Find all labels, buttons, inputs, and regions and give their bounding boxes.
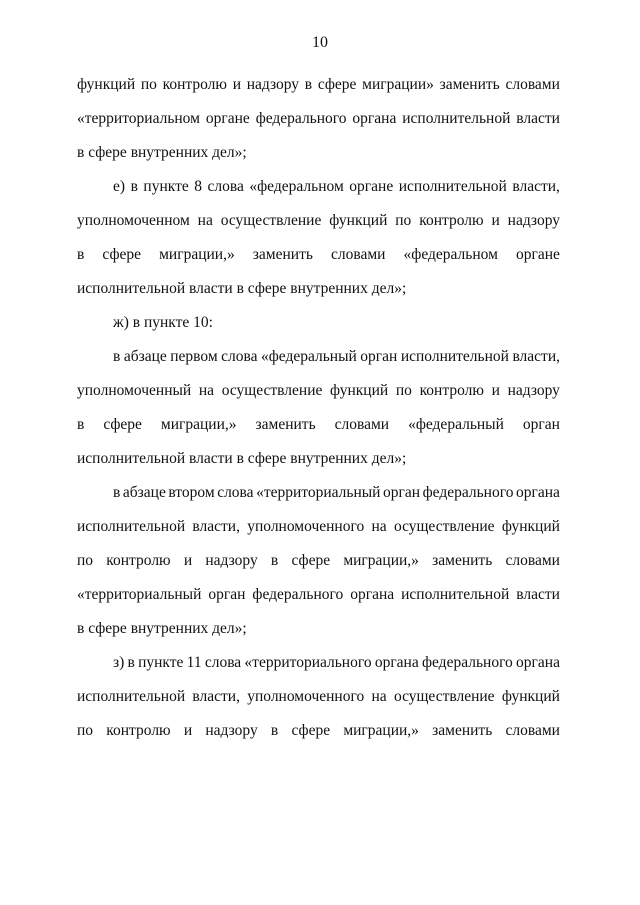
word: на [371, 518, 387, 535]
word: заменить [439, 76, 500, 93]
word: власти, [192, 518, 240, 535]
word: сфере [102, 246, 142, 263]
word: и [232, 76, 241, 93]
word: и [183, 552, 193, 569]
word: органа [516, 654, 560, 671]
word: надзору [205, 552, 258, 569]
word: на [371, 688, 387, 705]
text-line: исполнительной власти в сфере внутренних дел»; [77, 450, 407, 467]
word: сфере [317, 76, 357, 93]
word: надзору [205, 722, 258, 739]
word: органе [516, 246, 560, 263]
word: исполнительной [398, 178, 507, 195]
word: федерального [255, 110, 347, 127]
word: по [395, 212, 412, 229]
word: органа [516, 484, 560, 501]
text-line [77, 544, 560, 578]
word: словами [505, 552, 560, 569]
word: абзаце [123, 348, 167, 365]
word: в [113, 348, 121, 365]
word: сфере [291, 552, 331, 569]
word: по [395, 382, 412, 399]
word: миграции,» [343, 552, 419, 569]
word: по [77, 552, 94, 569]
word: миграции,» [343, 722, 419, 739]
word: «территориального [244, 654, 372, 671]
word: в [304, 76, 313, 93]
word: орган [383, 484, 421, 501]
word: «территориальный [77, 586, 202, 603]
word: надзору [507, 382, 560, 399]
text-line [77, 646, 560, 680]
word: федерального [422, 484, 514, 501]
word: осуществление [393, 518, 495, 535]
word: исполнительной [77, 688, 186, 705]
word: исполнительной [400, 348, 509, 365]
word: заменить [252, 246, 313, 263]
text-line: исполнительной власти в сфере внутренних дел»; [77, 280, 407, 297]
word: в [127, 654, 135, 671]
word: в [270, 552, 279, 569]
word: словами [505, 76, 560, 93]
word: и [183, 722, 193, 739]
text-line [77, 204, 560, 238]
word: контролю [419, 382, 484, 399]
word: на [198, 382, 215, 399]
word: федерального [252, 586, 344, 603]
word: заменить [255, 416, 316, 433]
word: уполномоченном [77, 212, 190, 229]
word: «федеральном [403, 246, 498, 263]
text-line [77, 510, 560, 544]
text-line [77, 170, 560, 204]
word: функций [501, 688, 560, 705]
word: 8 [194, 178, 202, 195]
text-line [77, 408, 560, 442]
word: слова [221, 348, 258, 365]
text-line [77, 102, 560, 136]
word: власти, [512, 178, 560, 195]
word: заменить [432, 552, 493, 569]
page-number: 10 [312, 34, 328, 51]
text-line [77, 476, 560, 510]
word: в [270, 722, 279, 739]
word: федерального [421, 654, 513, 671]
word: органе [205, 110, 250, 127]
word: власти [516, 586, 560, 603]
word: миграции» [362, 76, 434, 93]
word: з) [113, 654, 125, 671]
word: «федеральный [408, 416, 504, 433]
word: слова [207, 178, 244, 195]
word: миграции,» [160, 416, 237, 433]
word: «территориальный [256, 484, 381, 501]
word: «федеральном [249, 178, 344, 195]
text-line [77, 680, 560, 714]
word: контролю [419, 212, 484, 229]
word: заменить [432, 722, 493, 739]
word: органа [352, 110, 397, 127]
word: абзаце [122, 484, 166, 501]
word: функций [330, 382, 389, 399]
word: органа [374, 654, 419, 671]
word: контролю [162, 76, 227, 93]
word: в [77, 416, 85, 433]
word: исполнительной [402, 110, 511, 127]
word: надзору [246, 76, 300, 93]
text-line [77, 238, 560, 272]
word: е) [113, 178, 126, 195]
word: пункте [138, 654, 184, 671]
text-line: в сфере внутренних дел»; [77, 144, 247, 161]
word: функций [501, 518, 560, 535]
text-line [77, 374, 560, 408]
word: контролю [106, 552, 171, 569]
word: уполномоченный [77, 382, 192, 399]
word: органа [350, 586, 395, 603]
word: в [77, 246, 85, 263]
word: втором [168, 484, 215, 501]
word: уполномоченного [247, 688, 365, 705]
word: орган [522, 416, 560, 433]
word: на [197, 212, 213, 229]
word: контролю [106, 722, 171, 739]
word: осуществление [220, 212, 322, 229]
word: 11 [186, 654, 202, 671]
word: сфере [103, 416, 142, 433]
word: слова [217, 484, 254, 501]
text-line: ж) в пункте 10: [113, 314, 213, 331]
word: власти, [512, 348, 560, 365]
word: надзору [507, 212, 560, 229]
word: миграции,» [159, 246, 235, 263]
word: исполнительной [401, 586, 510, 603]
word: словами [334, 416, 390, 433]
word: и [491, 382, 500, 399]
text-line [77, 68, 560, 102]
word: первом [170, 348, 218, 365]
word: уполномоченного [247, 518, 365, 535]
word: орган [360, 348, 398, 365]
text-line: в сфере внутренних дел»; [77, 620, 247, 637]
word: функций [329, 212, 388, 229]
word: слова [204, 654, 242, 671]
word: функций [77, 76, 136, 93]
word: и [491, 212, 500, 229]
word: в [113, 484, 121, 501]
word: по [77, 722, 94, 739]
word: осуществление [221, 382, 323, 399]
word: словами [331, 246, 386, 263]
word: пункте [143, 178, 189, 195]
text-line [77, 578, 560, 612]
word: в [130, 178, 138, 195]
word: исполнительной [77, 518, 186, 535]
document-body [77, 68, 560, 748]
word: «федеральный [260, 348, 357, 365]
word: осуществление [393, 688, 495, 705]
word: органе [349, 178, 394, 195]
word: сфере [291, 722, 331, 739]
word: по [140, 76, 157, 93]
word: власти, [192, 688, 240, 705]
text-line [77, 714, 560, 748]
word: «территориальном [77, 110, 200, 127]
word: словами [505, 722, 560, 739]
word: орган [208, 586, 246, 603]
word: власти [516, 110, 560, 127]
text-line [77, 340, 560, 374]
